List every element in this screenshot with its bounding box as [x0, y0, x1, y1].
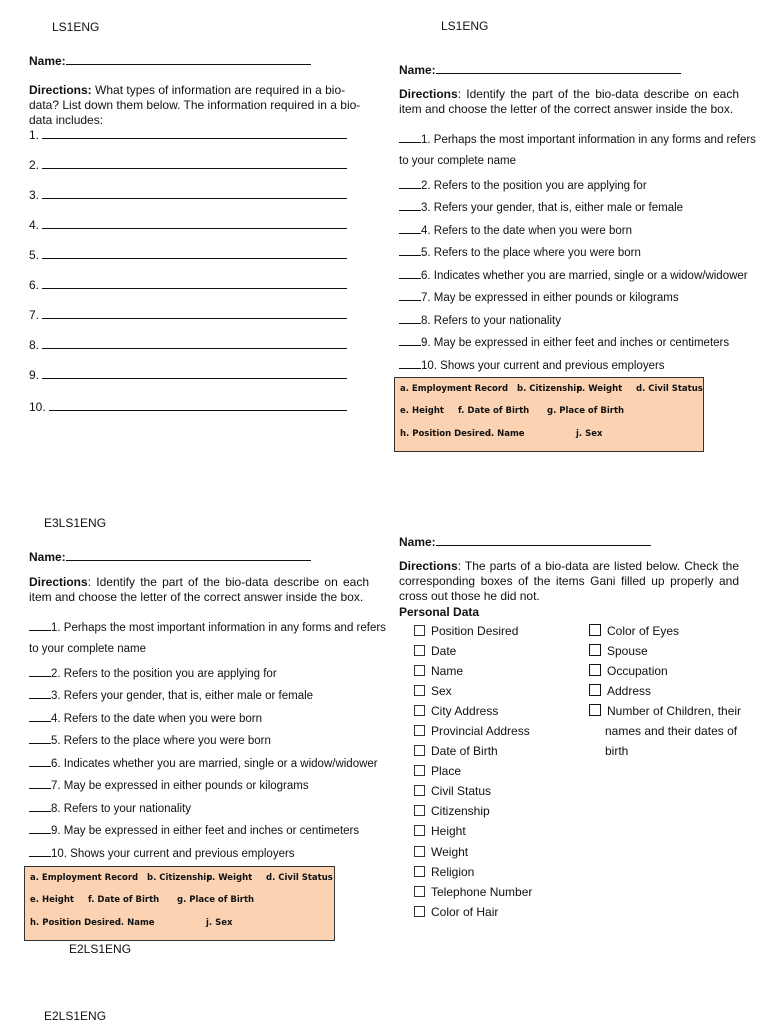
checklist-item[interactable]: Position Desired — [414, 624, 518, 639]
answer-line: 7. — [29, 307, 347, 323]
directions-label: Directions — [399, 559, 458, 573]
directions — [399, 559, 739, 604]
matching-item: 10. Shows your current and previous employers — [29, 845, 295, 861]
name-field — [29, 53, 311, 69]
choice-a: a. Employment Record — [30, 873, 139, 883]
checkbox[interactable] — [414, 665, 425, 676]
footer-code: E2LS1ENG — [69, 942, 132, 956]
worksheet-code: LS1ENG — [52, 20, 100, 34]
checklist-item[interactable]: Religion — [414, 865, 474, 880]
checklist-item[interactable]: City Address — [414, 704, 498, 719]
checkbox[interactable] — [414, 765, 425, 776]
matching-item: 4. Refers to the date when you were born — [399, 222, 632, 238]
checklist-item[interactable]: Weight — [414, 845, 468, 860]
name-blank-line — [436, 62, 681, 74]
answer-line: 8. — [29, 337, 347, 353]
section-title: Personal Data — [399, 605, 480, 619]
choice-f: f. Date of Birth — [458, 406, 530, 416]
matching-item: 9. May be expressed in either feet and inches or centimeters — [399, 334, 729, 350]
directions-text: : Identify the part of the bio-data describe on each item and choose the letter of the correct answer inside the box. — [29, 575, 369, 604]
choice-c: c. Weight — [577, 384, 623, 394]
checklist-item[interactable]: Provincial Address — [414, 724, 530, 739]
checkbox[interactable] — [414, 745, 425, 756]
checkbox[interactable] — [589, 704, 601, 716]
directions-text: : The parts of a bio-data are listed below. Check the corresponding boxes of the items Gani filled up properly and cross out those he did not. — [399, 559, 739, 603]
checkbox[interactable] — [414, 705, 425, 716]
answer-choices-box — [394, 377, 704, 452]
matching-items — [399, 131, 756, 376]
choice-d: d. Civil Status — [266, 873, 333, 883]
checklist-item-continuation: names and their dates of — [605, 724, 738, 738]
checkbox[interactable] — [414, 625, 425, 636]
checklist-item[interactable]: Color of Eyes — [589, 624, 679, 639]
matching-item: 3. Refers your gender, that is, either male or female — [399, 199, 683, 215]
checkbox[interactable] — [414, 846, 425, 857]
matching-item: 6. Indicates whether you are married, single or a widow/widower — [399, 267, 748, 283]
answer-line: 6. — [29, 277, 347, 293]
choice-d: d. Civil Status — [636, 384, 703, 394]
matching-item: 8. Refers to your nationality — [399, 312, 561, 328]
checkbox[interactable] — [589, 664, 601, 676]
checkbox[interactable] — [589, 684, 601, 696]
matching-item-continuation: to your complete name — [399, 155, 516, 167]
choice-g: g. Place of Birth — [547, 406, 625, 416]
name-blank-line — [66, 549, 311, 561]
directions-text: : Identify the part of the bio-data describe on each item and choose the letter of the correct answer inside the box. — [399, 87, 739, 116]
checkbox[interactable] — [589, 644, 601, 656]
name-blank-line — [436, 534, 651, 546]
directions-label: Directions — [29, 575, 88, 589]
next-worksheet-code: E2LS1ENG — [44, 1009, 107, 1023]
choice-e: e. Height — [30, 895, 74, 905]
matching-item: 1. Perhaps the most important information in any forms and refers — [399, 131, 756, 147]
choice-j: j. Sex — [576, 429, 603, 439]
choice-i: i. Name — [488, 429, 525, 439]
matching-item: 2. Refers to the position you are applying for — [29, 665, 277, 681]
matching-item: 9. May be expressed in either feet and inches or centimeters — [29, 822, 359, 838]
answer-line: 9. — [29, 367, 347, 383]
checkbox[interactable] — [414, 645, 425, 656]
directions — [29, 575, 369, 605]
name-label: Name: — [29, 54, 66, 68]
name-field — [399, 62, 681, 78]
answer-line: 10. — [29, 399, 347, 415]
checkbox[interactable] — [414, 866, 425, 877]
checkbox[interactable] — [414, 886, 425, 897]
name-label: Name: — [29, 550, 66, 564]
choice-h: h. Position Desired — [400, 429, 491, 439]
matching-item: 1. Perhaps the most important information in any forms and refers — [29, 619, 386, 635]
name-field — [29, 549, 311, 565]
matching-item: 5. Refers to the place where you were born — [399, 244, 641, 260]
checklist-column-1 — [414, 624, 584, 924]
checklist-item[interactable]: Date — [414, 644, 456, 659]
name-label: Name: — [399, 63, 436, 77]
checklist-item[interactable]: Name — [414, 664, 463, 679]
directions — [29, 83, 374, 128]
checklist-item[interactable]: Spouse — [589, 644, 648, 659]
checklist-item[interactable]: Height — [414, 824, 466, 839]
checkbox[interactable] — [414, 685, 425, 696]
matching-item: 5. Refers to the place where you were born — [29, 732, 271, 748]
choice-j: j. Sex — [206, 918, 233, 928]
choice-a: a. Employment Record — [400, 384, 509, 394]
checklist-column-2 — [589, 624, 749, 774]
worksheet-code: LS1ENG — [441, 19, 489, 33]
worksheet-code: E3LS1ENG — [44, 516, 107, 530]
checklist-item[interactable]: Civil Status — [414, 784, 491, 799]
checkbox[interactable] — [414, 906, 425, 917]
checklist-item[interactable]: Address — [589, 684, 651, 699]
name-field — [399, 534, 651, 550]
checklist-item[interactable]: Color of Hair — [414, 905, 498, 920]
directions-label: Directions — [399, 87, 458, 101]
checklist-item[interactable]: Citizenship — [414, 804, 490, 819]
answer-line: 4. — [29, 217, 347, 233]
matching-item: 4. Refers to the date when you were born — [29, 710, 262, 726]
choice-g: g. Place of Birth — [177, 895, 255, 905]
checklist-item-continuation: birth — [605, 744, 629, 758]
checkbox[interactable] — [589, 624, 601, 636]
choice-e: e. Height — [400, 406, 444, 416]
choice-i: i. Name — [118, 918, 155, 928]
checklist-item[interactable]: Telephone Number — [414, 885, 532, 900]
answer-choices-box — [24, 866, 335, 941]
checkbox[interactable] — [414, 725, 425, 736]
directions — [399, 87, 739, 117]
choice-b: b. Citizenship — [517, 384, 583, 394]
name-label: Name: — [399, 535, 436, 549]
matching-item: 10. Shows your current and previous employers — [399, 357, 665, 373]
checkbox[interactable] — [414, 805, 425, 816]
choice-c: c. Weight — [207, 873, 253, 883]
checkbox[interactable] — [414, 825, 425, 836]
matching-item: 7. May be expressed in either pounds or kilograms — [399, 289, 679, 305]
matching-item: 8. Refers to your nationality — [29, 800, 191, 816]
choice-h: h. Position Desired — [30, 918, 121, 928]
matching-items — [29, 619, 386, 864]
checklist-item[interactable]: Occupation — [589, 664, 668, 679]
answer-line: 2. — [29, 157, 347, 173]
name-blank-line — [66, 53, 311, 65]
checklist-item[interactable]: Number of Children, their — [589, 704, 741, 719]
matching-item: 6. Indicates whether you are married, single or a widow/widower — [29, 755, 378, 771]
checkbox[interactable] — [414, 785, 425, 796]
directions-label: Directions: — [29, 83, 92, 97]
answer-line: 1. — [29, 127, 347, 143]
answer-lines — [29, 127, 359, 427]
answer-line: 5. — [29, 247, 347, 263]
matching-item-continuation: to your complete name — [29, 643, 146, 655]
matching-item: 7. May be expressed in either pounds or kilograms — [29, 777, 309, 793]
matching-item: 2. Refers to the position you are applying for — [399, 177, 647, 193]
answer-line: 3. — [29, 187, 347, 203]
choice-b: b. Citizenship — [147, 873, 213, 883]
checklist-item[interactable]: Place — [414, 764, 461, 779]
choice-f: f. Date of Birth — [88, 895, 160, 905]
matching-item: 3. Refers your gender, that is, either male or female — [29, 687, 313, 703]
checklist-item[interactable]: Sex — [414, 684, 452, 699]
checklist-item[interactable]: Date of Birth — [414, 744, 498, 759]
directions-text: What types of information are required in a bio-data? List down them below. The information required in a bio-data includes: — [29, 83, 361, 127]
